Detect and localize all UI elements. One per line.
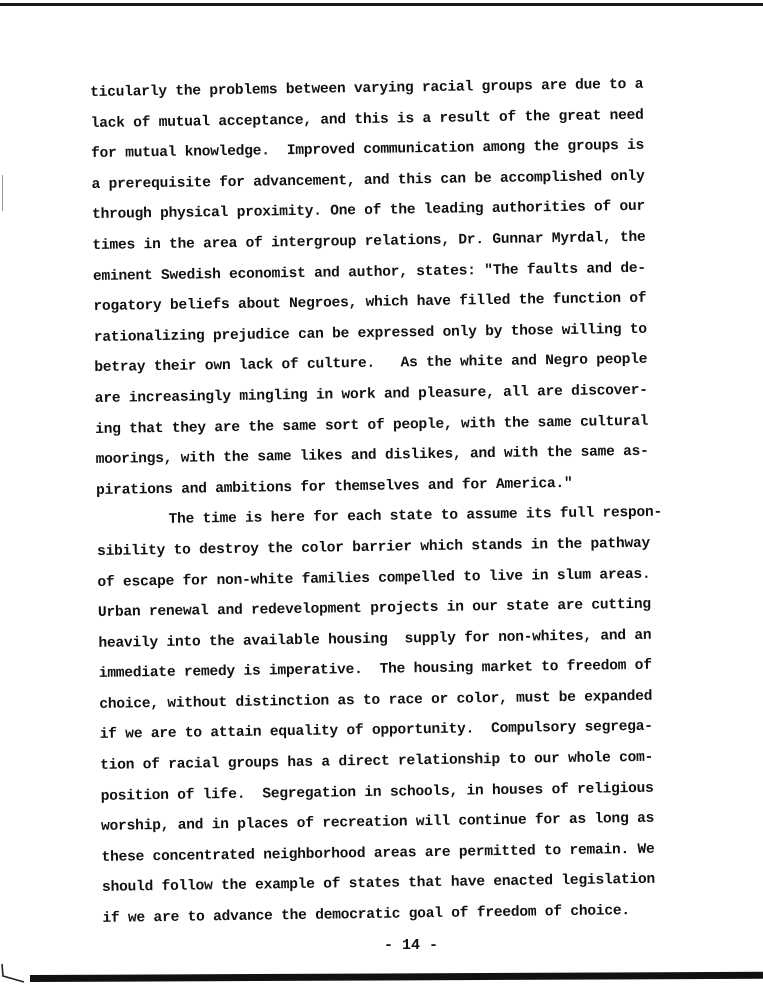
page-number: - 14 - xyxy=(384,937,439,954)
text-line: lack of mutual acceptance, and this is a result of the great need xyxy=(90,107,644,132)
text-line: through physical proximity. One of the leading authorities of our xyxy=(91,199,646,224)
text-line: these concentrated neighborhood areas are permitted to remain. We xyxy=(101,841,655,866)
text-line: moorings, with the same likes and dislikes, and with the same as- xyxy=(95,443,649,469)
text-line: for mutual knowledge. Improved communication among the groups is xyxy=(91,137,645,163)
text-line: position of life. Segregation in schools, in houses of religious xyxy=(100,780,654,805)
bottom-page-border xyxy=(30,972,763,982)
typewritten-page-body xyxy=(90,69,715,935)
text-line: Urban renewal and redevelopment projects in our state are cutting xyxy=(97,596,651,622)
text-line: ticularly the problems between varying racial groups are due to a xyxy=(90,76,644,101)
text-line: betray their own lack of culture. As the white and Negro people xyxy=(94,352,648,377)
text-line: rogatory beliefs about Negroes, which have filled the function of xyxy=(93,290,647,316)
text-line: immediate remedy is imperative. The housing market to freedom of xyxy=(98,658,652,683)
text-line: heavily into the available housing supply for non-whites, and an xyxy=(98,627,652,652)
text-line: tion of racial groups has a direct relationship to our whole com- xyxy=(100,749,654,774)
text-line: eminent Swedish economist and author, states: "The faults and de- xyxy=(92,260,647,285)
corner-scan-artifact xyxy=(0,962,26,984)
text-line: worship, and in places of recreation will continue for as long as xyxy=(100,810,655,836)
text-line: ing that they are the same sort of people, with the same cultural xyxy=(95,413,649,438)
text-line: pirations and ambitions for themselves and for America." xyxy=(96,475,573,499)
text-line: choice, without distinction as to race or color, must be expanded xyxy=(99,688,653,713)
text-line: are increasingly mingling in work and pleasure, all are discover- xyxy=(94,382,648,407)
text-line: sibility to destroy the color barrier which stands in the pathway xyxy=(96,535,651,560)
text-line: should follow the example of states that have enacted legislation xyxy=(101,872,656,897)
text-line: rationalizing prejudice can be expressed only by those willing to xyxy=(93,321,647,346)
text-line: if we are to advance the democratic goal of freedom of choice. xyxy=(102,903,631,927)
text-line: if we are to attain equality of opportunity. Compulsory segrega- xyxy=(99,719,653,744)
text-line: of escape for non-white families compelled to live in slum areas. xyxy=(97,566,651,591)
top-page-border xyxy=(0,3,763,6)
text-line: a prerequisite for advancement, and this can be accomplished only xyxy=(91,168,645,193)
left-edge-scan-mark xyxy=(2,175,3,211)
text-line: times in the area of intergroup relations, Dr. Gunnar Myrdal, the xyxy=(92,229,646,254)
paragraph-start-line: The time is here for each state to assume its full respon- xyxy=(168,504,663,529)
